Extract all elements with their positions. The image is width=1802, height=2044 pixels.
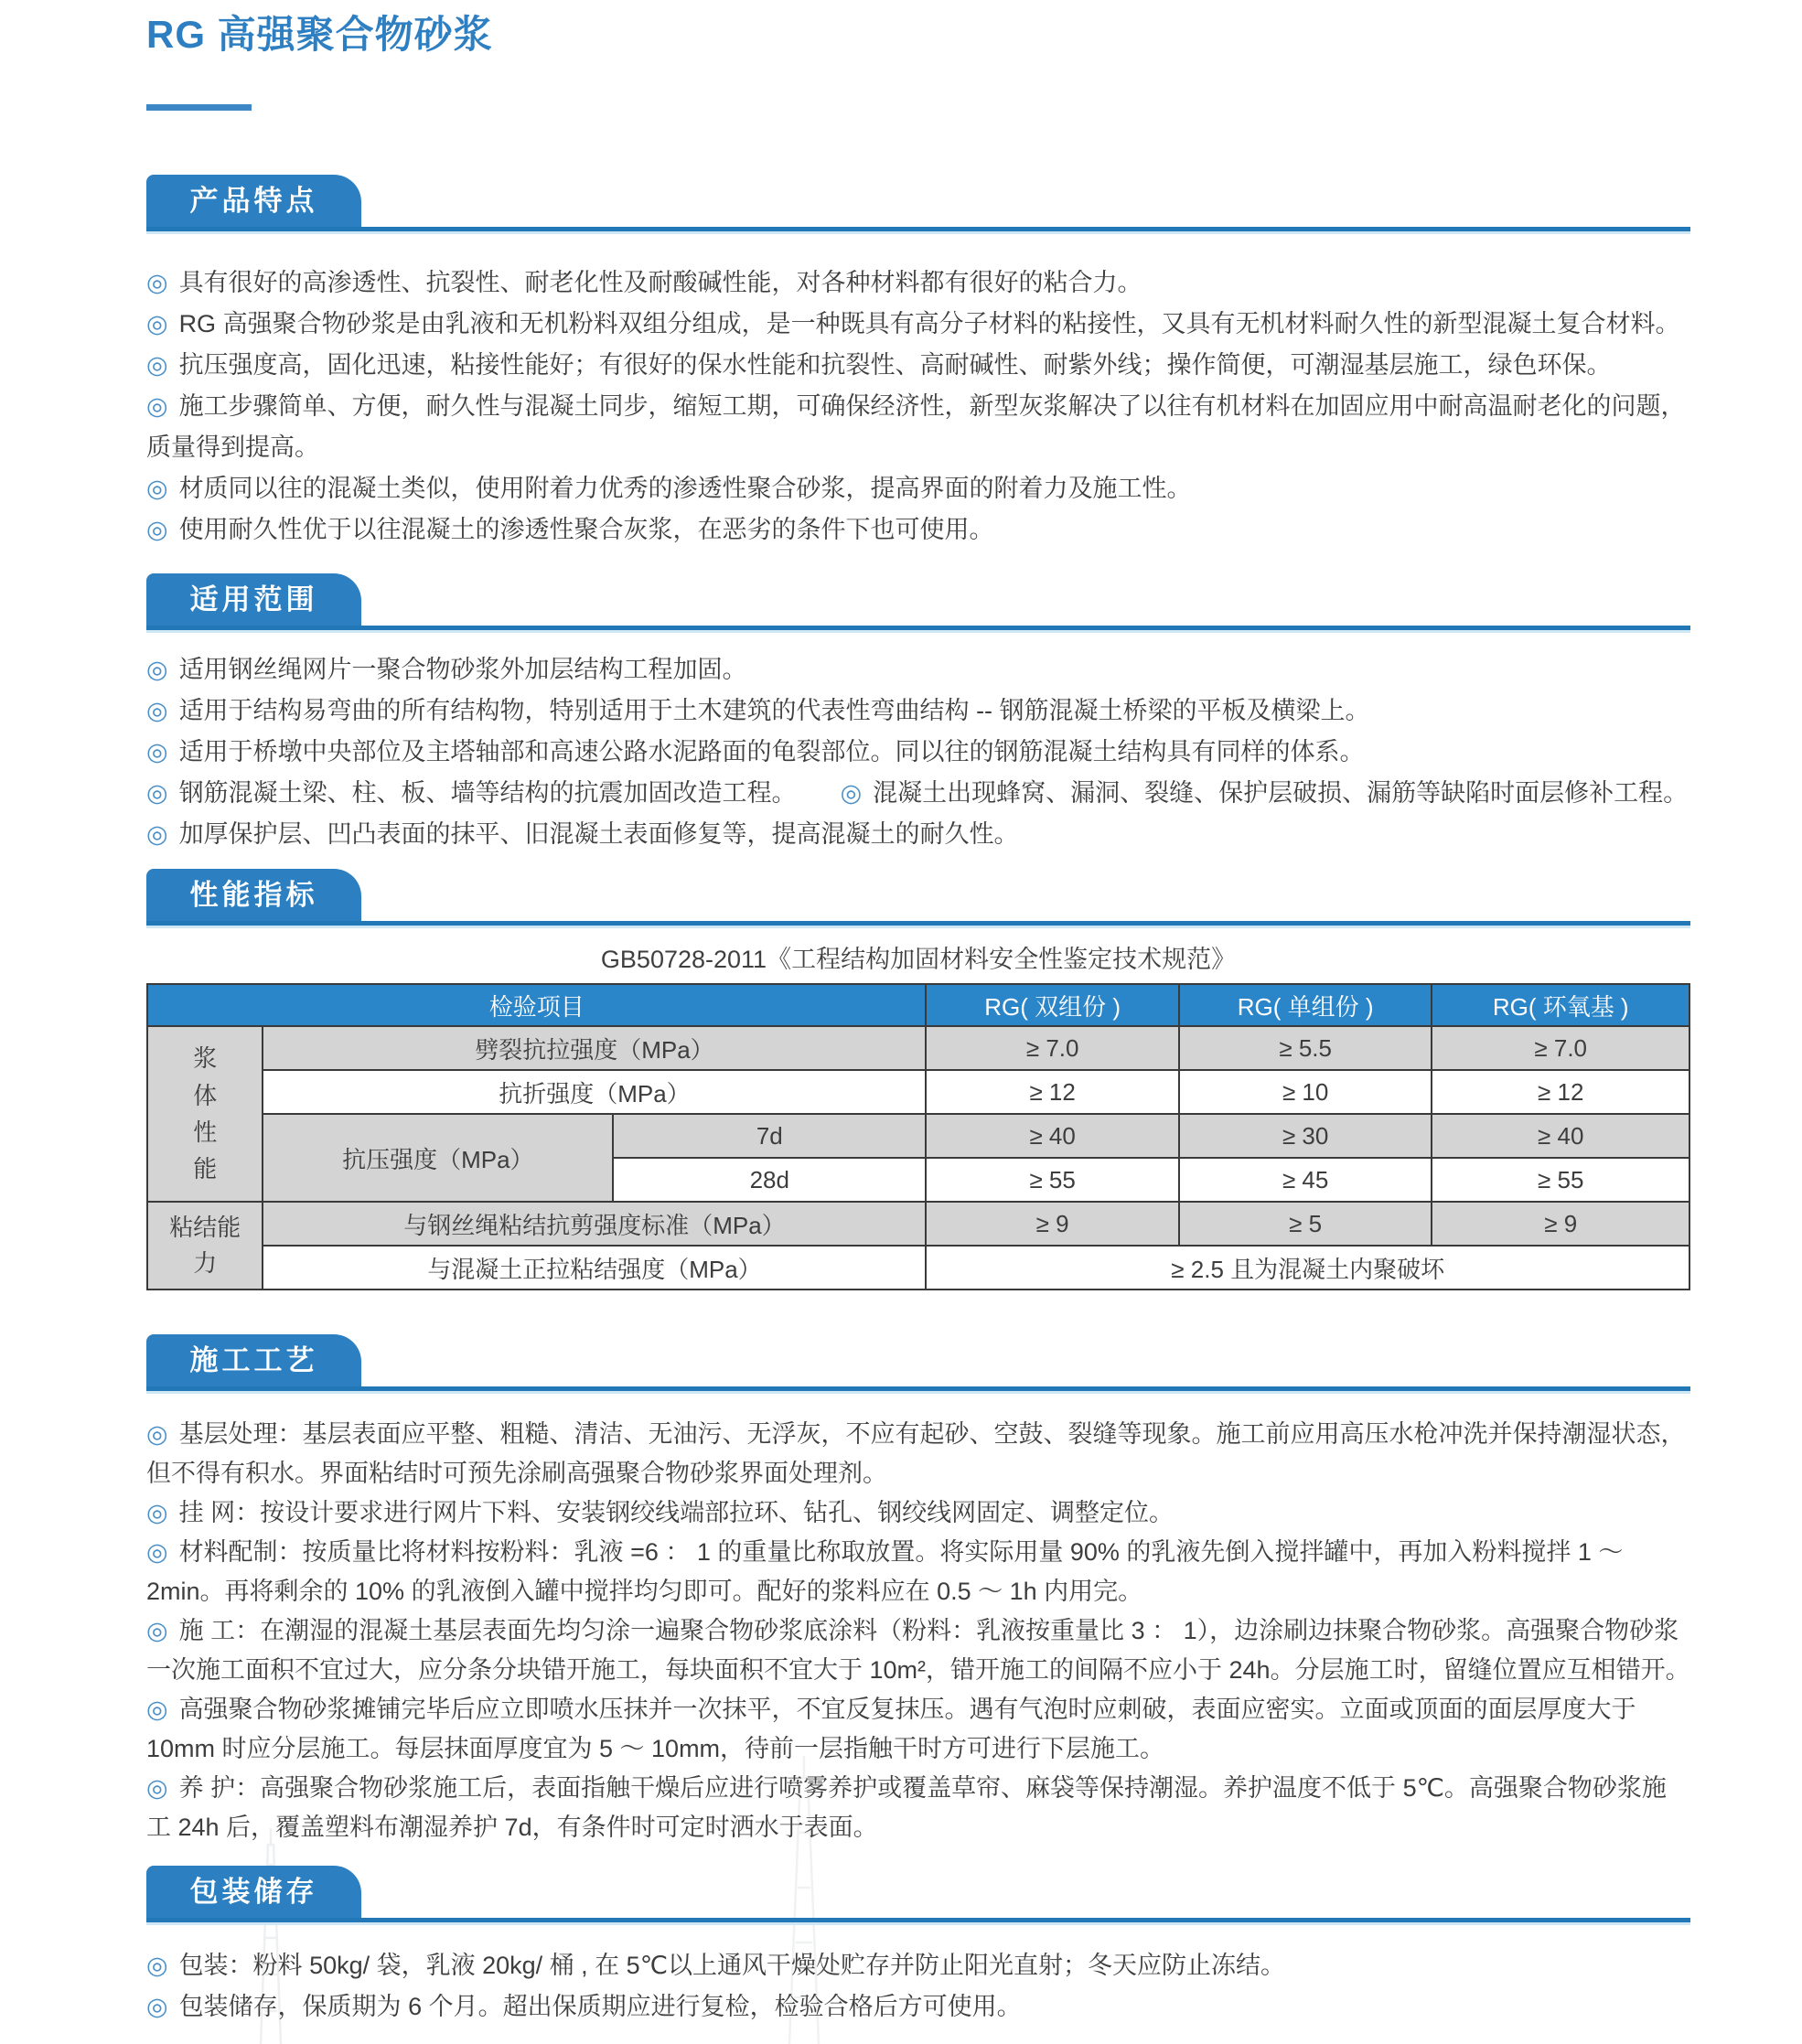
storage-text: 包装储存，保质期为 6 个月。超出保质期应进行复检，检验合格后方可使用。: [178, 1993, 1022, 2020]
feature-text: 使用耐久性优于以往混凝土的渗透性聚合灰浆，在恶劣的条件下也可使用。: [178, 516, 994, 543]
row-label-compressive: 抗压强度（MPa）: [263, 1114, 613, 1202]
bullet-icon: ◎: [146, 779, 168, 807]
value-cell: ≥ 7.0: [926, 1026, 1179, 1070]
list-item: [146, 509, 1690, 551]
feature-text: 具有很好的高渗透性、抗裂性、耐老化性及耐酸碱性能，对各种材料都有很好的粘合力。: [178, 269, 1142, 296]
list-item: [146, 732, 1690, 773]
value-cell: ≥ 55: [1432, 1158, 1689, 1202]
list-item: [146, 814, 1690, 855]
group-label: 粘结能力: [169, 1214, 241, 1277]
bullet-icon: ◎: [146, 1993, 168, 2020]
value-cell: ≥ 45: [1179, 1158, 1432, 1202]
sub-label-7d: 7d: [613, 1114, 926, 1158]
table-header-row: [147, 984, 1689, 1026]
standard-caption: GB50728-2011《工程结构加固材料安全性鉴定技术规范》: [600, 946, 1237, 973]
storage-text: 包装：粉料 50kg/ 袋，乳液 20kg/ 桶 , 在 5℃以上通风干燥处贮存并防止阳光直射；冬天应防止冻结。: [178, 1952, 1286, 1979]
value-cell-span: ≥ 2.5 且为混凝土内聚破坏: [926, 1246, 1689, 1290]
list-item: [146, 304, 1690, 345]
col-header-rg-one-part: RG( 单组份 ): [1179, 984, 1432, 1026]
section-application-scope: [146, 573, 1690, 855]
table-row-concrete-bond: [147, 1246, 1689, 1290]
bullet-icon: ◎: [146, 738, 168, 765]
row-label: 与混凝土正拉粘结强度（MPa）: [263, 1246, 926, 1290]
section-construction-process: [146, 1334, 1690, 1847]
value-cell: ≥ 9: [926, 1202, 1179, 1246]
value-cell: ≥ 5: [1179, 1202, 1432, 1246]
process-text: 养 护：高强聚合物砂浆施工后，表面指触干燥后应进行喷雾养护或覆盖草帘、麻袋等保持潮湿。养护温度不低于 5℃。高强聚合物砂浆施工 24h 后，覆盖塑料布潮湿养护 7d，有条件时可定时洒水于表面。: [146, 1774, 1667, 1841]
value-cell: ≥ 12: [926, 1070, 1179, 1114]
table-row-compressive-7d: [147, 1114, 1689, 1158]
bullet-icon: ◎: [146, 516, 168, 543]
sub-label-28d: 28d: [613, 1158, 926, 1202]
col-header-rg-epoxy: RG( 环氧基 ): [1432, 984, 1689, 1026]
bullet-icon: ◎: [146, 1538, 168, 1566]
section-tab-performance: 性能指标: [146, 869, 361, 921]
section-tab-scope: 适用范围: [146, 573, 361, 626]
section-tab-storage: 包装储存: [146, 1866, 361, 1918]
row-label: 抗折强度（MPa）: [263, 1070, 926, 1114]
list-item: [146, 1611, 1690, 1690]
process-text: 材料配制：按质量比将材料按粉料：乳液 =6 ： 1 的重量比称取放置。将实际用量 90% 的乳液先倒入搅拌罐中，再加入粉料搅拌 1 ～ 2min。再将剩余的 10% 的乳液倒入罐中搅拌均匀即可。配好的浆料应在 0.5 ～ 1h 内用完。: [146, 1538, 1624, 1605]
performance-table: [146, 983, 1690, 1290]
list-item: [146, 262, 1690, 304]
section-header-rule: [146, 175, 1690, 231]
list-item: [146, 649, 1690, 690]
section-tab-process: 施工工艺: [146, 1334, 361, 1386]
feature-text: RG 高强聚合物砂浆是由乳液和无机粉料双组分组成，是一种既具有高分子材料的粘接性，又具有无机材料耐久性的新型混凝土复合材料。: [178, 310, 1680, 337]
process-text: 施 工：在潮湿的混凝土基层表面先均匀涂一遍聚合物砂浆底涂料（粉料：乳液按重量比 3 ： 1），边涂刷边抹聚合物砂浆。高强聚合物砂浆一次施工面积不宜过大，应分条分块错开施工，每块面积不宜大于 10m²，错开施工的间隔不应小于 24h。分层施工时，留缝位置应互相错开。: [146, 1617, 1690, 1684]
list-item: [146, 386, 1690, 468]
col-header-rg-two-part: RG( 双组份 ): [926, 984, 1179, 1026]
scope-text: 适用于桥墩中央部位及主塔轴部和高速公路水泥路面的龟裂部位。同以往的钢筋混凝土结构具有同样的体系。: [178, 738, 1365, 765]
list-item: [146, 345, 1690, 386]
bullet-icon: ◎: [146, 351, 168, 379]
features-list: [146, 262, 1690, 551]
scope-text: 适用钢丝绳网片一聚合物砂浆外加层结构工程加固。: [178, 656, 747, 683]
value-cell: ≥ 40: [926, 1114, 1179, 1158]
section-product-features: [146, 175, 1690, 551]
value-cell: ≥ 40: [1432, 1114, 1689, 1158]
value-cell: ≥ 12: [1432, 1070, 1689, 1114]
list-item: [146, 1986, 1690, 2028]
list-item: [146, 1945, 1690, 1986]
row-label: 与钢丝绳粘结抗剪强度标准（MPa）: [263, 1202, 926, 1246]
title-underline-dash: [146, 104, 252, 111]
table-row-flexural: [147, 1070, 1689, 1114]
value-cell: ≥ 55: [926, 1158, 1179, 1202]
value-cell: ≥ 30: [1179, 1114, 1432, 1158]
group-cell-bond: [147, 1202, 263, 1290]
list-item: [146, 1769, 1690, 1847]
bullet-icon: ◎: [146, 656, 168, 683]
scope-text: 钢筋混凝土梁、柱、板、墙等结构的抗震加固改造工程。: [178, 779, 797, 807]
bullet-icon: ◎: [146, 1952, 168, 1979]
scope-text: 适用于结构易弯曲的所有结构物，特别适用于土木建筑的代表性弯曲结构 -- 钢筋混凝土桥梁的平板及横梁上。: [178, 697, 1370, 724]
datasheet-page: [0, 13, 1802, 2028]
col-header-item: 检验项目: [147, 984, 926, 1026]
scope-text: 混凝土出现蜂窝、漏洞、裂缝、保护层破损、漏筋等缺陷时面层修补工程。: [873, 779, 1689, 807]
scope-text: 加厚保护层、凹凸表面的抹平、旧混凝土表面修复等，提高混凝土的耐久性。: [178, 820, 1019, 848]
process-text: 挂 网：按设计要求进行网片下料、安装钢绞线端部拉环、钻孔、钢绞线网固定、调整定位。: [178, 1499, 1175, 1526]
scope-list: [146, 649, 1690, 855]
group-cell-slurry: [147, 1026, 263, 1202]
value-cell: ≥ 10: [1179, 1070, 1432, 1114]
section-header-rule: [146, 869, 1690, 926]
bullet-icon: ◎: [146, 1774, 168, 1802]
list-item: [146, 1533, 1690, 1611]
value-cell: ≥ 7.0: [1432, 1026, 1689, 1070]
table-row-wire-shear: [147, 1202, 1689, 1246]
bullet-icon: ◎: [146, 1696, 168, 1723]
process-text: 基层处理：基层表面应平整、粗糙、清洁、无油污、无浮灰，不应有起砂、空鼓、裂缝等现象。施工前应用高压水枪冲洗并保持潮湿状态，但不得有积水。界面粘结时可预先涂刷高强聚合物砂浆界面处理剂。: [146, 1420, 1686, 1487]
section-header-rule: [146, 1866, 1690, 1922]
bullet-icon: ◎: [146, 310, 168, 337]
value-cell: ≥ 5.5: [1179, 1026, 1432, 1070]
section-packaging-storage: [146, 1866, 1690, 2028]
row-label: 劈裂抗拉强度（MPa）: [263, 1026, 926, 1070]
bullet-icon: ◎: [146, 269, 168, 296]
list-item: [146, 1690, 1690, 1769]
page-title: RG 高强聚合物砂浆: [146, 13, 493, 56]
bullet-icon: ◎: [146, 1617, 168, 1644]
storage-list: [146, 1945, 1690, 2028]
bullet-icon: ◎: [146, 1420, 168, 1448]
section-header-rule: [146, 1334, 1690, 1391]
section-performance-index: [146, 869, 1690, 1290]
bullet-icon: ◎: [146, 1499, 168, 1526]
list-item: [146, 690, 1690, 732]
table-row-split-tensile: [147, 1026, 1689, 1070]
list-item: [146, 1493, 1690, 1533]
bullet-icon: ◎: [146, 475, 168, 502]
feature-text: 材质同以往的混凝土类似，使用附着力优秀的渗透性聚合砂浆，提高界面的附着力及施工性。: [178, 475, 1192, 502]
list-item: [146, 468, 1690, 509]
bullet-icon: ◎: [840, 779, 863, 807]
list-item-pair: [146, 773, 1690, 814]
list-item: [146, 1415, 1690, 1493]
feature-text: 抗压强度高，固化迅速，粘接性能好；有很好的保水性能和抗裂性、高耐碱性、耐紫外线；操作简便，可潮湿基层施工，绿色环保。: [178, 351, 1612, 379]
section-header-rule: [146, 573, 1690, 630]
section-tab-features: 产品特点: [146, 175, 361, 227]
bullet-icon: ◎: [146, 392, 168, 420]
feature-text: 施工步骤简单、方便，耐久性与混凝土同步，缩短工期，可确保经济性，新型灰浆解决了以往有机材料在加固应用中耐高温耐老化的问题，质量得到提高。: [146, 392, 1686, 461]
group-label: 浆体性能: [193, 1044, 218, 1183]
process-list: [146, 1415, 1690, 1847]
process-text: 高强聚合物砂浆摊铺完毕后应立即喷水压抹并一次抹平，不宜反复抹压。遇有气泡时应刺破，表面应密实。立面或顶面的面层厚度大于 10mm 时应分层施工。每层抹面厚度宜为 5 ～ 10mm，待前一层指触干时方可进行下层施工。: [146, 1696, 1636, 1762]
bullet-icon: ◎: [146, 697, 168, 724]
value-cell: ≥ 9: [1432, 1202, 1689, 1246]
bullet-icon: ◎: [146, 820, 168, 848]
